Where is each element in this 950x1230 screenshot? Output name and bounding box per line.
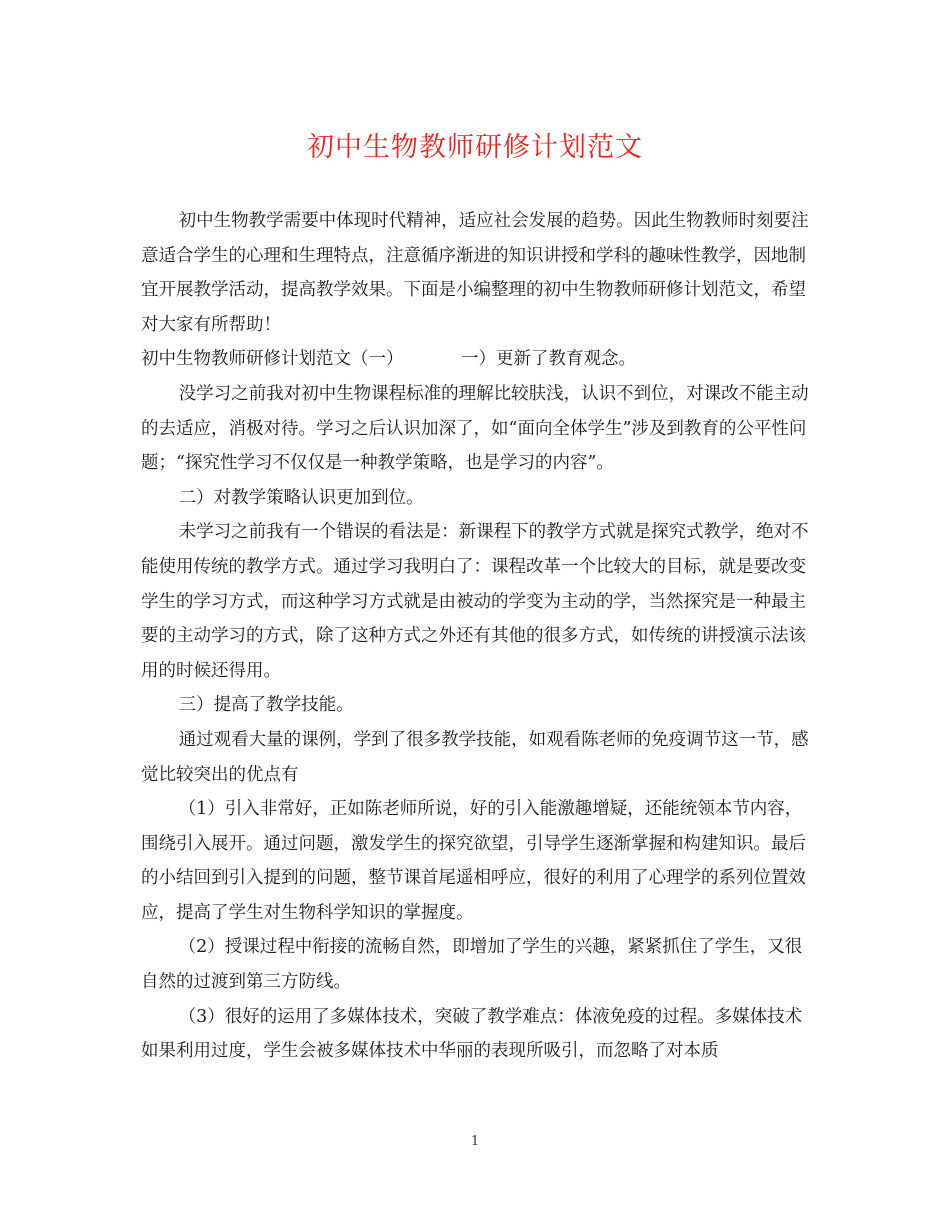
section-heading: 初中生物教师研修计划范文（一）: [141, 349, 404, 370]
page-number: 1: [470, 1134, 480, 1149]
document-body: [141, 204, 813, 1069]
paragraph-3: 通过观看大量的课例，学到了很多教学技能，如观看陈老师的免疫调节这一节，感觉比较突出的优点有: [141, 729, 809, 785]
list-item-2: （2）授课过程中衔接的流畅自然，即增加了学生的兴趣，紧紧抓住了学生，又很自然的过渡到第三方防线。: [141, 937, 803, 993]
section-heading-line: [141, 342, 813, 377]
subsection-heading-3: 三）提高了教学技能。: [178, 695, 354, 716]
subsection-heading-1: 一）更新了教育观念。: [461, 349, 636, 370]
paragraph-1: 没学习之前我对初中生物课程标准的理解比较肤浅，认识不到位，对课改不能主动的去适应，消极对待。学习之后认识加深了，如“面向全体学生”涉及到教育的公平性问题；“探究性学习不仅仅是一种教学策略，也是学习的内容”。: [141, 383, 809, 474]
list-item-1: （1）引入非常好，正如陈老师所说，好的引入能激趣增疑，还能统领本节内容，围绕引入展开。通过问题，激发学生的探究欲望，引导学生逐渐掌握和构建知识。最后的小结回到引入提到的问题，整节课首尾遥相呼应，很好的利用了心理学的系列位置效应，提高了学生对生物科学知识的掌握度。: [141, 799, 806, 923]
subsection-heading-2: 二）对教学策略认识更加到位。: [178, 487, 424, 508]
intro-paragraph: 初中生物教学需要中体现时代精神，适应社会发展的趋势。因此生物教师时刻要注意适合学生的心理和生理特点，注意循序渐进的知识讲授和学科的趣味性教学，因地制宜开展教学活动，提高教学效果。下面是小编整理的初中生物教师研修计划范文，希望对大家有所帮助！: [141, 211, 809, 335]
paragraph-2: 未学习之前我有一个错误的看法是：新课程下的教学方式就是探究式教学，绝对不能使用传统的教学方式。通过学习我明白了：课程改革一个比较大的目标，就是要改变学生的学习方式，而这种学习方式就是由被动的学变为主动的学，当然探究是一种最主要的主动学习的方式，除了这种方式之外还有其他的很多方式，如传统的讲授演示法该用的时候还得用。: [141, 522, 809, 681]
list-item-3: （3）很好的运用了多媒体技术，突破了教学难点：体液免疫的过程。多媒体技术如果利用过度，学生会被多媒体技术中华丽的表现所吸引，而忽略了对本质: [141, 1006, 803, 1062]
document-title: 初中生物教师研修计划范文: [307, 132, 643, 163]
